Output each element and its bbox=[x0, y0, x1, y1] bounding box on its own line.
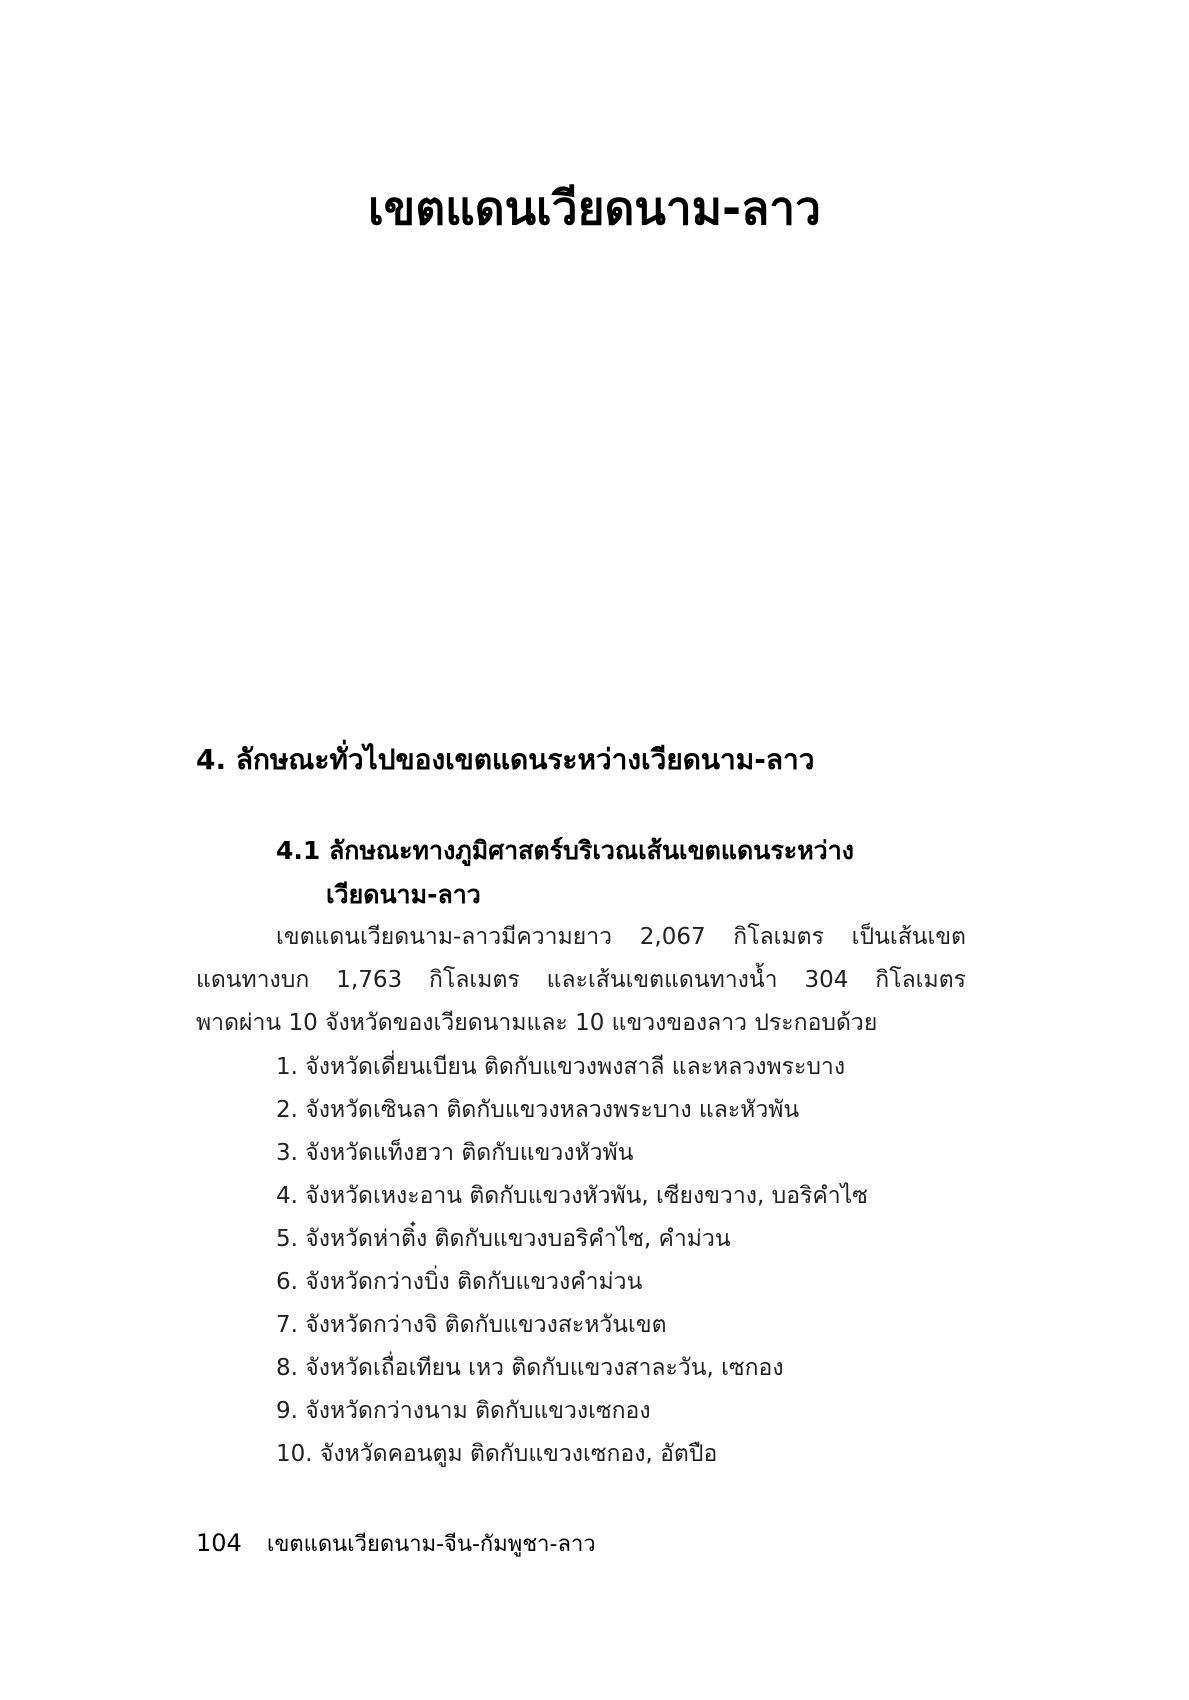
list-item: 4. จังหวัดเหงะอาน ติดกับแขวงหัวพัน, เซียงขวาง, บอริคำไซ bbox=[276, 1183, 868, 1209]
page-number: 104 bbox=[196, 1529, 242, 1557]
list-item: 5. จังหวัดห่าติ๋ง ติดกับแขวงบอริคำไซ, คำม่วน bbox=[276, 1226, 731, 1252]
subsection-heading-line2: เวียดนาม-ลาว bbox=[326, 880, 481, 909]
list-item: 7. จังหวัดกว่างจิ ติดกับแขวงสะหวันเขต bbox=[276, 1312, 667, 1338]
list-item: 10. จังหวัดคอนตูม ติดกับแขวงเซกอง, อัตปือ bbox=[276, 1441, 718, 1467]
page-footer bbox=[196, 1528, 596, 1560]
chapter-title: เขตแดนเวียดนาม-ลาว bbox=[368, 181, 821, 235]
list-item: 3. จังหวัดแท็งฮวา ติดกับแขวงหัวพัน bbox=[276, 1140, 634, 1166]
list-item: 1. จังหวัดเดี่ยนเบียน ติดกับแขวงพงสาลี และหลวงพระบาง bbox=[276, 1054, 846, 1080]
list-item: 2. จังหวัดเซินลา ติดกับแขวงหลวงพระบาง และหัวพัน bbox=[276, 1097, 800, 1123]
footer-book-title: เขตแดนเวียดนาม-จีน-กัมพูชา-ลาว bbox=[266, 1532, 596, 1557]
province-list bbox=[276, 1046, 868, 1476]
paragraph-line: พาดผ่าน 10 จังหวัดของเวียดนามและ 10 แขวงของลาว ประกอบด้วย bbox=[196, 1010, 878, 1036]
list-item: 9. จังหวัดกว่างนาม ติดกับแขวงเซกอง bbox=[276, 1398, 651, 1424]
subsection-heading bbox=[276, 829, 854, 917]
list-item: 6. จังหวัดกว่างบิ่ง ติดกับแขวงคำม่วน bbox=[276, 1269, 643, 1295]
paragraph-line: เขตแดนเวียดนาม-ลาวมีความยาว 2,067 กิโลเมตร เป็นเส้นเขต bbox=[276, 924, 966, 950]
subsection-heading-line1: 4.1 ลักษณะทางภูมิศาสตร์บริเวณเส้นเขตแดนระหว่าง bbox=[276, 836, 854, 865]
section-heading: 4. ลักษณะทั่วไปของเขตแดนระหว่างเวียดนาม-ลาว bbox=[196, 743, 815, 776]
paragraph-line: แดนทางบก 1,763 กิโลเมตร และเส้นเขตแดนทางน้ำ 304 กิโลเมตร bbox=[196, 967, 966, 993]
body-paragraph bbox=[196, 916, 966, 1045]
list-item: 8. จังหวัดเถื่อเทียน เหว ติดกับแขวงสาละวัน, เซกอง bbox=[276, 1355, 784, 1381]
